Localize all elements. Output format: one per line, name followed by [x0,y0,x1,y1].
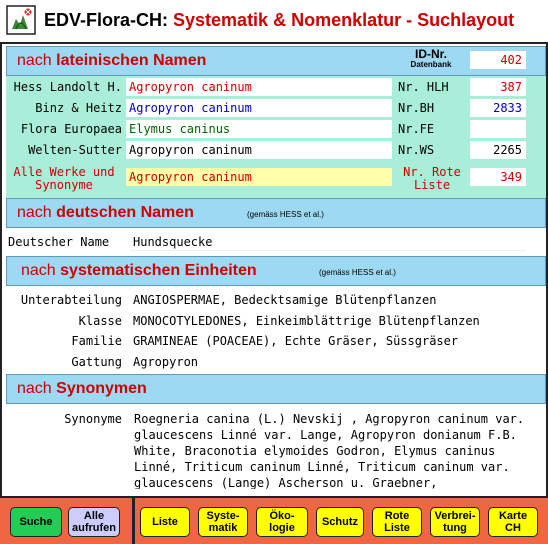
row-label-flora: Flora Europaea [20,122,122,136]
nr-bh-label: Nr.BH [398,101,435,115]
hess-name-field[interactable]: Agropyron caninum [126,78,392,96]
nr-hlh-field[interactable]: 387 [470,78,526,96]
list-button[interactable]: Liste [140,507,190,537]
unterabteilung-label: Unterabteilung [20,293,122,307]
section-latin-header [6,46,546,76]
row-label-hess: Hess Landolt H. [13,80,122,94]
app-logo-icon [6,5,36,35]
title-bar [0,0,548,42]
gattung-field[interactable]: Agropyron [130,353,528,371]
binz-name-field[interactable]: Agropyron caninum [126,99,392,117]
nr-ws-label: Nr.WS [398,143,435,157]
form-frame [0,42,548,544]
section-system-header [6,256,546,286]
schutz-button[interactable]: Schutz [316,507,364,537]
nr-ws-field[interactable]: 2265 [470,141,526,159]
klasse-label: Klasse [78,314,122,328]
bottom-toolbar [0,496,548,544]
german-name-field[interactable]: Hundsquecke [130,233,526,251]
nr-fe-field[interactable] [470,120,526,138]
oekologie-button[interactable]: Öko- logie [256,507,308,537]
all-works-label: Alle Werke und Synonyme [13,165,115,192]
systematik-button[interactable]: Syste- matik [198,507,248,537]
app-name: EDV-Flora-CH: [44,10,174,30]
section-latin-title: nach lateinischen Namen [17,52,207,69]
section-synonyms-title: nach Synonymen [17,380,147,397]
toolbar-divider [132,498,135,544]
familie-field[interactable]: GRAMINEAE (POACEAE), Echte Gräser, Süssgräser [130,332,528,350]
all-works-field[interactable]: Agropyron caninum [126,168,392,186]
section-synonyms-header [6,374,546,404]
german-name-label: Deutscher Name [8,235,110,249]
page-subtitle: Systematik & Nomenklatur - Suchlayout [173,10,515,30]
familie-label: Familie [71,334,122,348]
id-field[interactable]: 402 [470,51,526,69]
id-label: ID-Nr. Datenbank [410,47,452,69]
unterabteilung-field[interactable]: ANGIOSPERMAE, Bedecktsamige Blütenpflanzen [130,291,528,309]
synonyms-field[interactable]: Roegneria canina (L.) Nevskij , Agropyron caninum var. glaucescens Linné var. Lange, Agropyron donianum F.B. White, Braconotia elymoides Godron, Elymus caninus Linné, Triticum caninum Linné, Triticum caninum var. glaucescens (Lange) Ascherson u. Graebner, [130,411,538,489]
section-system-note: (gemäss HESS et al.) [319,268,396,277]
rote-liste-label: Nr. Rote Liste [403,165,461,192]
gattung-label: Gattung [71,355,122,369]
verbreitung-button[interactable]: Verbrei- tung [430,507,480,537]
search-button[interactable]: Suche [10,507,62,537]
show-all-button[interactable]: Alle aufrufen [68,507,120,537]
nr-fe-label: Nr.FE [398,122,435,136]
page-title [44,10,514,31]
row-label-binz: Binz & Heitz [35,101,122,115]
section-system-title: nach systematischen Einheiten [21,262,257,279]
nr-bh-field[interactable]: 2833 [470,99,526,117]
welten-name-field[interactable]: Agropyron caninum [126,141,392,159]
flora-name-field[interactable]: Elymus caninus [126,120,392,138]
row-label-welten: Welten-Sutter [28,143,122,157]
karte-ch-button[interactable]: Karte CH [488,507,538,537]
section-german-header [6,198,546,228]
synonyms-label: Synonyme [64,412,122,426]
section-german-title: nach deutschen Namen [17,204,194,221]
section-german-note: (gemäss HESS et al.) [247,210,324,219]
rote-liste-button[interactable]: Rote Liste [372,507,422,537]
klasse-field[interactable]: MONOCOTYLEDONES, Einkeimblättrige Blütenpflanzen [130,312,528,330]
rote-liste-field[interactable]: 349 [470,168,526,186]
nr-hlh-label: Nr. HLH [398,80,449,94]
